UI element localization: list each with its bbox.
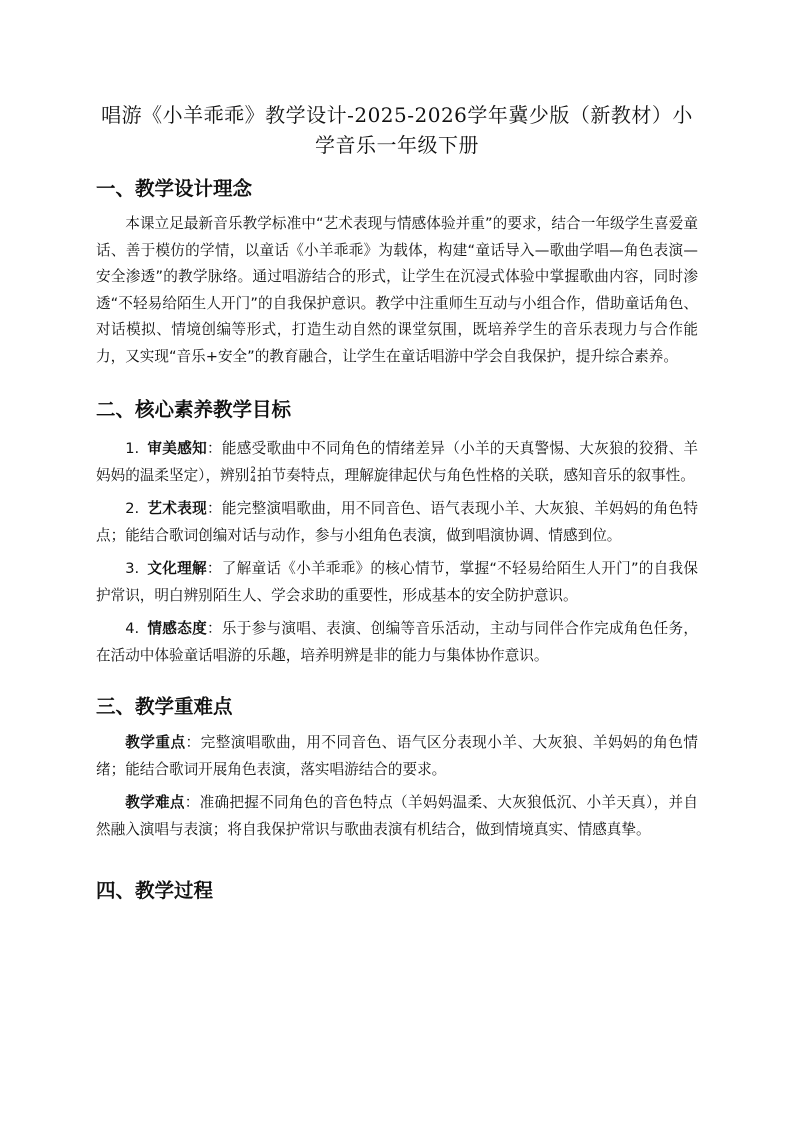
goal-text: ：了解童话《小羊乖乖》的核心情节，掌握“不轻易给陌生人开门”的自我保护常识，明白辨别陌生人、学会求助的重要性，形成基本的安全防护意识。: [96, 560, 698, 604]
list-item: [96, 556, 698, 609]
section-heading-teaching-process: 四、教学过程: [96, 879, 214, 902]
goal-paragraph: [96, 556, 698, 609]
goal-paragraph: [96, 616, 698, 669]
list-number: 4.: [125, 620, 140, 637]
goal-paragraph: [96, 436, 698, 489]
key-point-paragraph: [96, 730, 698, 783]
goal-text-after: 拍节奏特点，理解旋律起伏与角色性格的关联，感知音乐的叙事性。: [256, 466, 695, 484]
goal-label: 情感态度: [147, 620, 207, 637]
section-heading-key-difficult-points: 三、教学重难点: [96, 695, 233, 718]
section-heading-design-concept: 一、教学设计理念: [96, 177, 253, 200]
list-number: 3.: [125, 560, 140, 577]
goal-label: 文化理解: [147, 560, 207, 577]
goal-paragraph: [96, 496, 698, 549]
goal-label: 审美感知: [147, 440, 207, 457]
goals-list: [96, 436, 698, 669]
list-item: [96, 436, 698, 489]
list-number: 2.: [125, 500, 140, 517]
design-concept-paragraph: 本课立足最新音乐教学标准中“艺术表现与情感体验并重”的要求，结合一年级学生喜爱童话、善于模仿的学情，以童话《小羊乖乖》为载体，构建“童话导入—歌曲学唱—角色表演—安全渗透”的教学脉络。通过唱游结合的形式，让学生在沉浸式体验中掌握歌曲内容，同时渗透“不轻易给陌生人开门”的自我保护意识。教学中注重师生互动与小组合作，借助童话角色、对话模拟、情境创编等形式，打造生动自然的课堂氛围，既培养学生的音乐表现力与合作能力，又实现“音乐+安全”的教育融合，让学生在童话唱游中学会自我保护，提升综合素养。: [96, 215, 698, 365]
goal-text: ：乐于参与演唱、表演、创编等音乐活动，主动与同伴合作完成角色任务，在活动中体验童话唱游的乐趣，培养明辨是非的能力与集体协作意识。: [96, 620, 698, 664]
key-points-block: [96, 730, 698, 843]
time-signature-fraction: [250, 467, 256, 485]
goal-text-before: ：能感受歌曲中不同角色的情绪差异（小羊的天真警惕、大灰狼的狡猾、羊妈妈的温柔坚定），辨别: [96, 440, 698, 484]
section-heading-core-literacy-goals: 二、核心素养教学目标: [96, 398, 292, 421]
goal-label: 艺术表现: [147, 500, 207, 517]
difficult-point-text: ：准确把握不同角色的音色特点（羊妈妈温柔、大灰狼低沉、小羊天真），并自然融入演唱与表演；将自我保护常识与歌曲表演有机结合，做到情境真实、情感真挚。: [96, 794, 698, 838]
difficult-point-paragraph: [96, 790, 698, 843]
list-number: 1.: [125, 440, 140, 457]
goal-text: ：能完整演唱歌曲，用不同音色、语气表现小羊、大灰狼、羊妈妈的角色特点；能结合歌词创编对话与动作，参与小组角色表演，做到唱演协调、情感到位。: [96, 500, 698, 544]
list-item: [96, 616, 698, 669]
fraction-top: 2: [250, 465, 256, 476]
fraction-bottom: 4: [250, 474, 256, 485]
key-point-label: 教学重点: [125, 734, 186, 751]
list-item: [96, 496, 698, 549]
document-title: 唱游《小羊乖乖》教学设计-2025-2026学年冀少版（新教材）小学音乐一年级下册: [101, 103, 693, 157]
difficult-point-label: 教学难点: [125, 794, 185, 811]
key-point-text: ：完整演唱歌曲，用不同音色、语气区分表现小羊、大灰狼、羊妈妈的角色情绪；能结合歌词开展角色表演，落实唱游结合的要求。: [96, 734, 698, 778]
